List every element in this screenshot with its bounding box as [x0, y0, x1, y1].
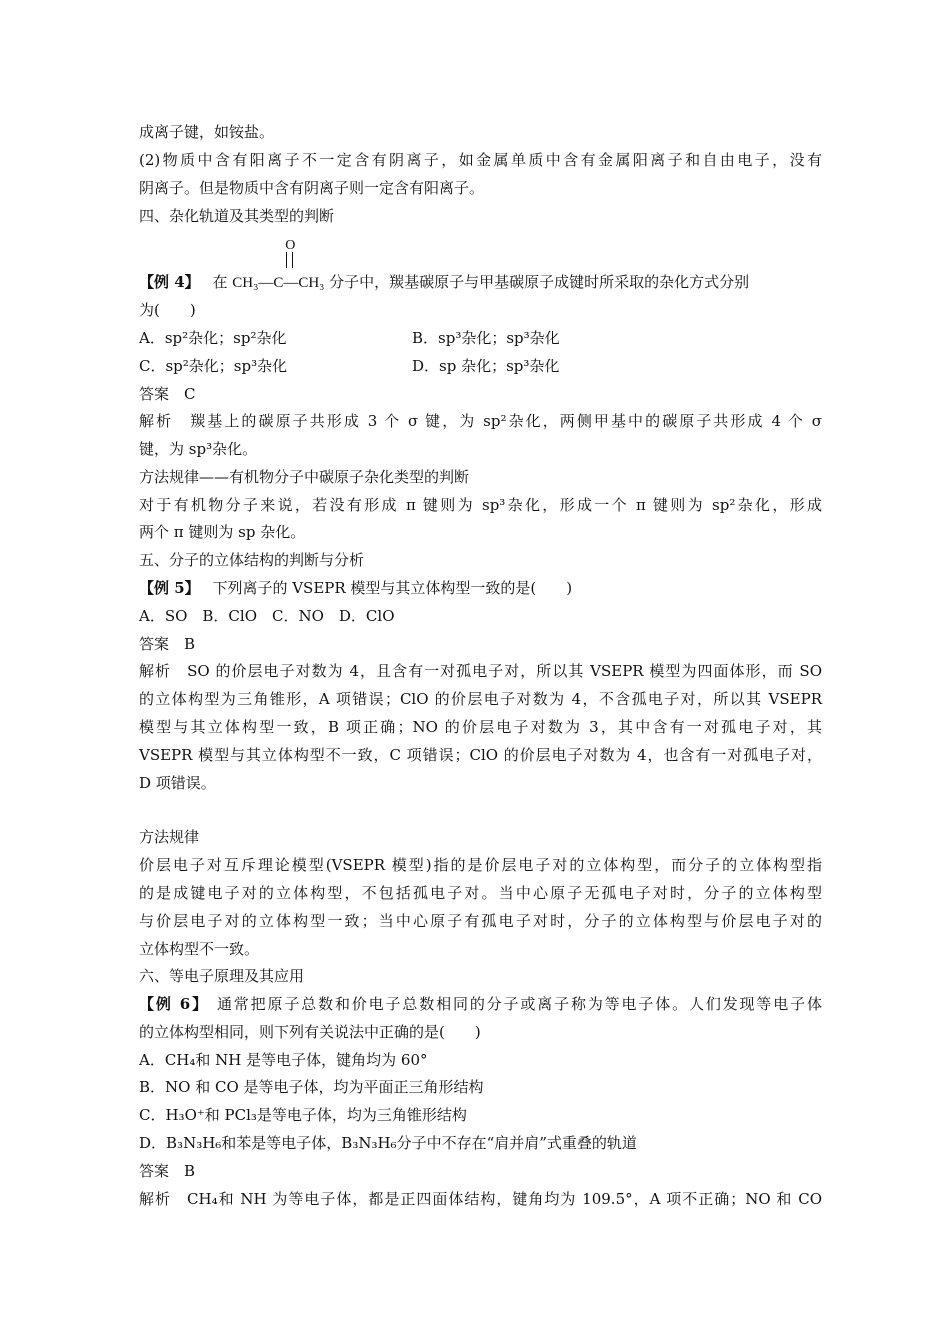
formula-chain: CH₃—C—CH₃	[232, 275, 325, 291]
option-b: B．sp³杂化；sp³杂化	[412, 329, 560, 347]
example-label: 【例 4】	[139, 273, 200, 291]
analysis-line: D 项错误。	[139, 774, 216, 792]
rule-line: 与价层电子对的立体构型一致；当中心原子有孤电子对时，分子的立体构型与价层电子对的	[139, 912, 822, 930]
section-heading: 四、杂化轨道及其类型的判断	[139, 207, 335, 225]
analysis-line: VSEPR 模型与其立体构型不一致，C 项错误；ClO 的价层电子对数为 4，也含有一对孤电子对，	[139, 746, 822, 764]
section-heading: 六、等电子原理及其应用	[139, 967, 305, 985]
rule-title: 方法规律	[139, 828, 200, 846]
rule-line: 立体构型不一致。	[139, 940, 260, 958]
text-line: 阴离子。但是物质中含有阴离子则一定含有阳离子。	[139, 179, 485, 197]
rule-title: 方法规律——有机物分子中碳原子杂化类型的判断	[139, 468, 470, 486]
answer: 答案 B	[139, 1162, 196, 1180]
question-text: 在	[212, 273, 228, 291]
rule-line: 两个 π 键则为 sp 杂化。	[139, 523, 306, 541]
analysis-line: 解析 CH₄和 NH 为等电子体，都是正四面体结构，键角均为 109.5°，A 项不正确；NO 和 CO	[139, 1190, 822, 1208]
option-c: C．sp²杂化；sp³杂化	[139, 357, 288, 375]
text-line: (2)物质中含有阳离子不一定含有阴离子，如金属单质中含有金属阳离子和自由电子，没有	[139, 151, 822, 169]
answer: 答案 C	[139, 385, 196, 403]
option-d: D．B₃N₃H₆和苯是等电子体，B₃N₃H₆分子中不存在“肩并肩”式重叠的轨道	[139, 1134, 637, 1152]
analysis-line: 模型与其立体构型一致，B 项正确；NO 的价层电子对数为 3，其中含有一对孤电子对，其	[139, 718, 822, 736]
text-line: 为( )	[139, 301, 196, 319]
question-text: 分子中，羰基碳原子与甲基碳原子成键时所采取的杂化方式分别	[329, 273, 750, 291]
analysis-line: 解析 羰基上的碳原子共形成 3 个 σ 键，为 sp²杂化，两侧甲基中的碳原子共形成 4 个 σ	[139, 412, 822, 430]
double-bond	[286, 252, 293, 268]
acetone-formula	[232, 238, 325, 293]
options-line: A．SO B．ClO C．NO D．ClO	[139, 607, 395, 625]
rule-line: 价层电子对互斥理论模型(VSEPR 模型)指的是价层电子对的立体构型，而分子的立体构型指	[139, 856, 822, 874]
example-5-question	[139, 578, 572, 598]
example-label: 【例 6】	[139, 995, 209, 1013]
example-4-question	[139, 238, 750, 293]
analysis-line: 键，为 sp³杂化。	[139, 440, 258, 458]
question-text: 的立体构型相同，则下列有关说法中正确的是( )	[139, 1023, 481, 1041]
answer: 答案 B	[139, 635, 196, 653]
rule-line: 的是成键电子对的立体构型，不包括孤电子对。当中心原子无孤电子对时，分子的立体构型	[139, 884, 822, 902]
example-label: 【例 5】	[139, 579, 200, 597]
option-a: A．sp²杂化；sp²杂化	[139, 329, 287, 347]
analysis-line: 的立体构型为三角锥形，A 项错误；ClO 的价层电子对数为 4，不含孤电子对，所以其 VSEPR	[139, 690, 822, 708]
option-b: B．NO 和 CO 是等电子体，均为平面正三角形结构	[139, 1078, 484, 1096]
rule-line: 对于有机物分子来说，若没有形成 π 键则为 sp³杂化，形成一个 π 键则为 sp²杂化，形成	[139, 496, 822, 514]
analysis-line: 解析 SO 的价层电子对数为 4，且含有一对孤电子对，所以其 VSEPR 模型为四面体形，而 SO	[139, 662, 822, 680]
option-c: C．H₃O⁺和 PCl₃是等电子体，均为三角锥形结构	[139, 1106, 467, 1124]
text-line: 成离子键，如铵盐。	[139, 123, 275, 141]
option-d: D．sp 杂化；sp³杂化	[412, 357, 560, 375]
question-text: 通常把原子总数和价电子总数相同的分子或离子称为等电子体。人们发现等电子体	[216, 995, 822, 1013]
example-6-question	[139, 994, 822, 1014]
section-heading: 五、分子的立体结构的判断与分析	[139, 551, 365, 569]
question-text: 下列离子的 VSEPR 模型与其立体构型一致的是( )	[212, 579, 573, 597]
option-a: A．CH₄和 NH 是等电子体，键角均为 60°	[139, 1051, 428, 1069]
oxygen-atom: O	[285, 238, 296, 253]
